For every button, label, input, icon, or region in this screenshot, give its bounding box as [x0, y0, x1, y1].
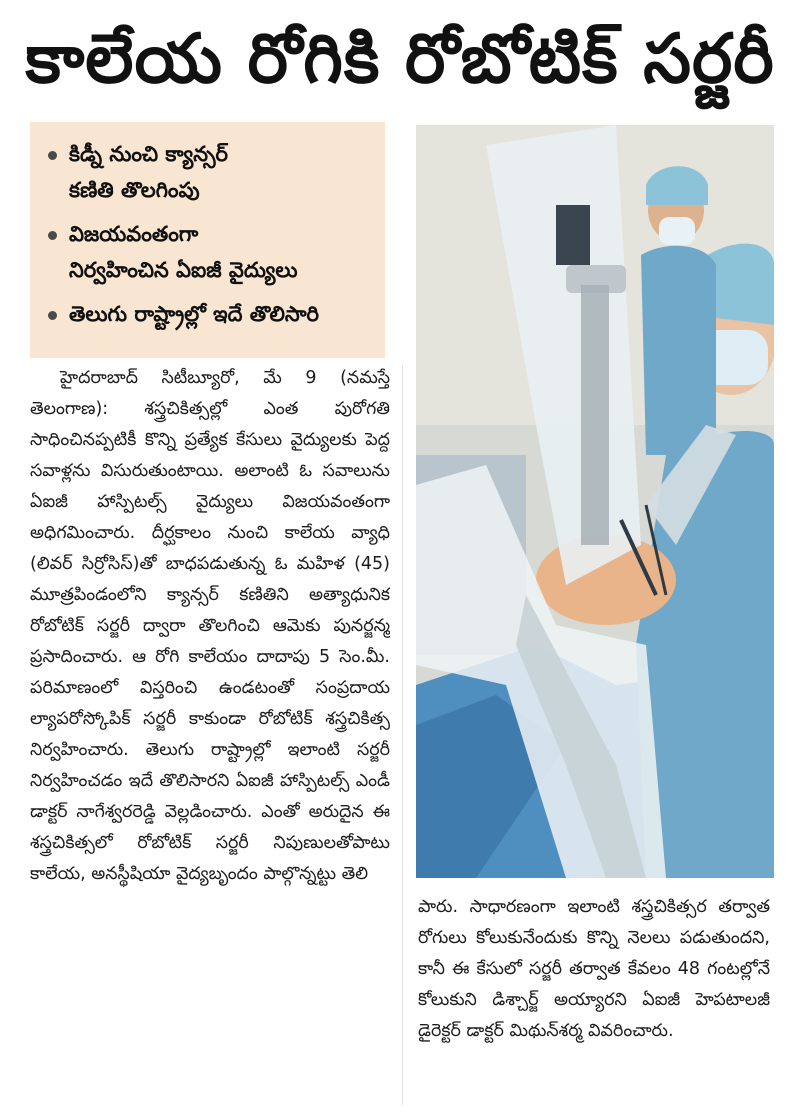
bullet-icon [48, 151, 57, 160]
article-text: పారు. సాధారణంగా ఇలాంటి శస్త్రచికిత్సర తర్వాత రోగులు కోలుకునేందుకు కొన్ని నెలలు పడుతుందని, కానీ ఈ కేసులో సర్జరీ తర్వాత కేవలం 48 గంటల్లోనే కోలుకుని డిశ్చార్జ్ అయ్యారని ఏఐజీ హెపటాలజీ డైరెక్టర్ డాక్టర్ మిథున్‌శర్మ వివరించారు. [418, 897, 770, 1041]
highlight-item [48, 296, 375, 332]
highlight-item [48, 216, 375, 288]
article-text: హైదరాబాద్ సిటీబ్యూరో, మే 9 (నమస్తే తెలంగాణ): శస్త్రచికిత్సల్లో ఎంత పురోగతి సాధించినప్పటికీ కొన్ని ప్రత్యేక కేసులు వైద్యులకు పెద్ద సవాళ్లను విసురుతుంటాయి. అలాంటి ఓ సవాలును ఏఐజీ హాస్పిటల్స్ వైద్యులు విజయవంతంగా అధిగమించారు. దీర్ఘకాలం నుంచి కాలేయ వ్యాధి (లివర్ సిర్రోసిస్)తో బాధపడుతున్న ఓ మహిళ (45) మూత్రపిండంలోని క్యాన్సర్ కణితిని అత్యాధునిక రోబోటిక్ సర్జరీ ద్వారా తొలగించి ఆమెకు పునర్జన్మ ప్రసాదించారు. ఆ రోగి కాలేయం దాదాపు 5 సెం.మీ. పరిమాణంలో విస్తరించి ఉండటంతో సంప్రదాయ ల్యాపరోస్కోపిక్ సర్జరీ కాకుండా రోబోటిక్ శస్త్రచికిత్స నిర్వహించారు. తెలుగు రాష్ట్రాల్లో ఇలాంటి సర్జరీ నిర్వహించడం ఇదే తొలిసారని ఏఐజీ హాస్పిటల్స్ ఎండీ డాక్టర్ నాగేశ్వరరెడ్డి వెల్లడించారు. ఎంతో అరుదైన ఈ శస్త్రచికిత్సలో రోబోటిక్ సర్జరీ నిపుణులతోపాటు కాలేయ, అనస్థీషియా వైద్యబృందం పాల్గొన్నట్టు తెలి [30, 368, 390, 884]
robotic-surgery-photo-icon [416, 125, 774, 878]
highlight-text: విజయవంతంగా నిర్వహించిన ఏఐజీ వైద్యులు [69, 222, 298, 282]
robot-arm-joint [556, 205, 590, 265]
assistant-mask [659, 217, 695, 245]
bullet-icon [48, 311, 57, 320]
robotic-surgery-photo [416, 125, 774, 878]
highlight-text: కిడ్నీ నుంచి క్యాన్సర్ కణితి తొలగింపు [69, 142, 228, 202]
article-column-1 [30, 363, 390, 1108]
highlight-item [48, 136, 375, 208]
assistant-gown [641, 246, 716, 455]
article-column-2 [418, 892, 770, 1110]
robot-arm-shaft [581, 285, 609, 545]
highlight-text: తెలుగు రాష్ట్రాల్లో ఇదే తొలిసారి [69, 302, 320, 326]
headline: కాలేయ రోగికి రోబోటిక్ సర్జరీ [25, 20, 775, 99]
column-divider [402, 365, 403, 1105]
highlights-box [30, 122, 385, 358]
bullet-icon [48, 231, 57, 240]
